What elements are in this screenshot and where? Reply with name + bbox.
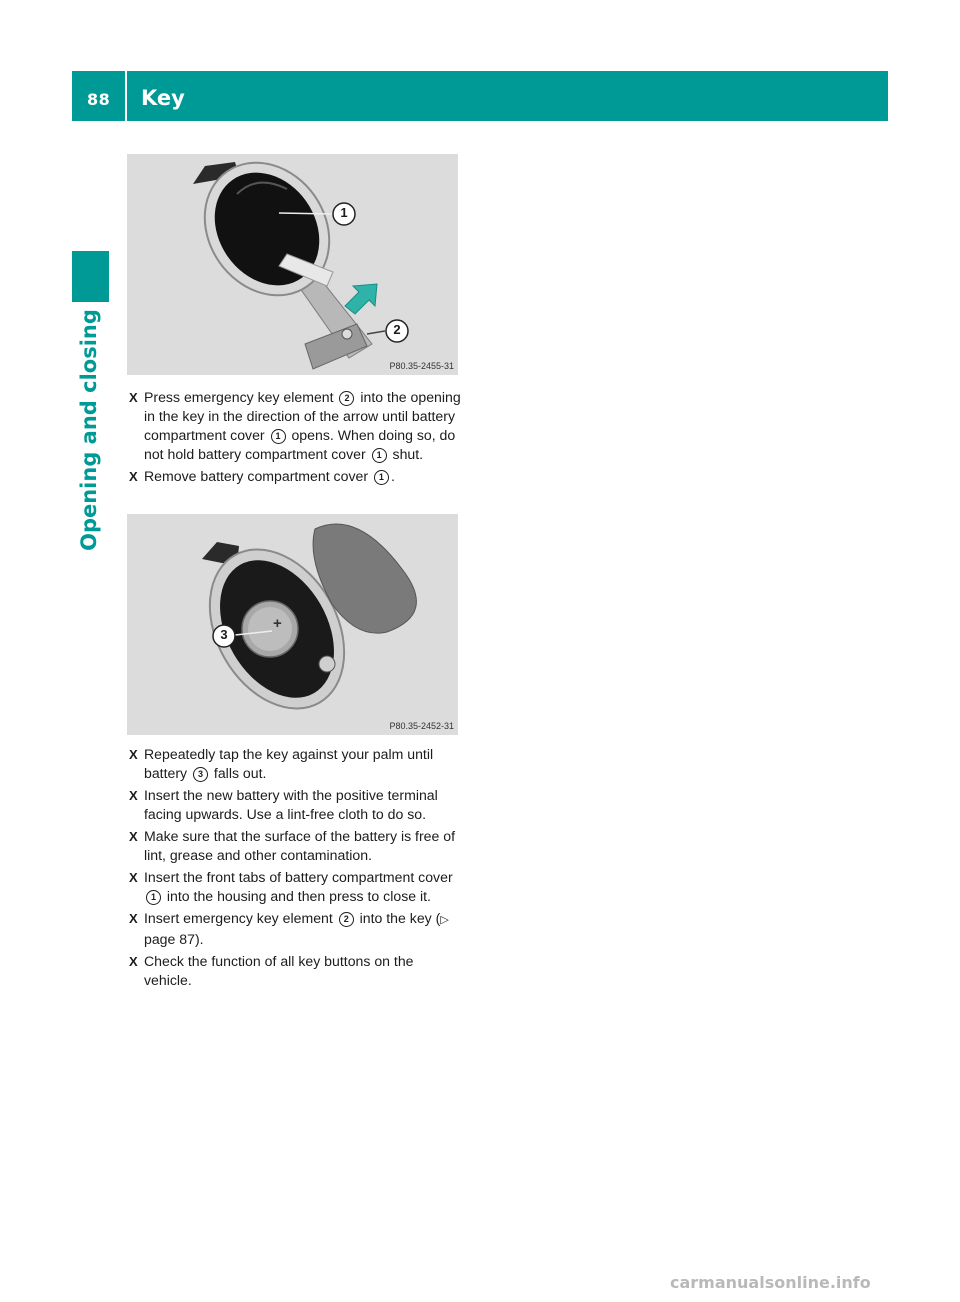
callout-ref: 2 bbox=[339, 912, 354, 927]
instructions-block-1 bbox=[129, 388, 464, 489]
list-item: X Make sure that the surface of the battery is free of lint, grease and other contamination. bbox=[129, 828, 456, 863]
list-item: X Insert the new battery with the positive terminal facing upwards. Use a lint-free cloth to do so. bbox=[129, 787, 438, 822]
list-item: X Insert the front tabs of battery compartment cover 1 into the housing and then press to close it. bbox=[129, 869, 453, 904]
list-item: X Press emergency key element 2 into the opening in the key in the direction of the arrow until battery compartment cover 1 opens. When doing so, do not hold battery compartment cover 1 shut. bbox=[129, 389, 461, 462]
page-reference-link[interactable]: page 87). bbox=[144, 931, 204, 947]
figure-battery-compartment bbox=[127, 514, 458, 735]
page-reference-arrow-icon[interactable]: ▷ bbox=[440, 914, 449, 926]
callout-3: 3 bbox=[220, 627, 228, 642]
callout-ref: 1 bbox=[374, 470, 389, 485]
instructions-block-2 bbox=[129, 745, 464, 993]
header-bar bbox=[72, 71, 888, 121]
callout-ref: 3 bbox=[193, 767, 208, 782]
step-marker-icon: X bbox=[129, 911, 138, 926]
step-marker-icon: X bbox=[129, 870, 138, 885]
section-label: Opening and closing bbox=[77, 309, 101, 551]
callout-ref: 1 bbox=[146, 890, 161, 905]
step-marker-icon: X bbox=[129, 788, 138, 803]
step-marker-icon: X bbox=[129, 390, 138, 405]
figure-code: P80.35-2452-31 bbox=[389, 721, 454, 731]
callout-ref: 1 bbox=[372, 448, 387, 463]
step-marker-icon: X bbox=[129, 954, 138, 969]
figure-key-emergency-insert bbox=[127, 154, 458, 375]
callout-ref: 2 bbox=[339, 391, 354, 406]
page-number: 88 bbox=[87, 90, 111, 109]
header-divider bbox=[125, 71, 127, 121]
list-item: X Remove battery compartment cover 1 . bbox=[129, 468, 395, 484]
battery-plus-mark: + bbox=[273, 615, 282, 632]
callout-1: 1 bbox=[340, 205, 348, 220]
list-item: X Insert emergency key element 2 into the key (▷ page 87). bbox=[129, 910, 449, 947]
step-marker-icon: X bbox=[129, 829, 138, 844]
page-title: Key bbox=[141, 86, 185, 110]
list-item: X Check the function of all key buttons on the vehicle. bbox=[129, 953, 414, 988]
figure-code: P80.35-2455-31 bbox=[389, 361, 454, 371]
callout-ref: 1 bbox=[271, 429, 286, 444]
list-item: X Repeatedly tap the key against your palm until battery 3 falls out. bbox=[129, 746, 434, 781]
footer-watermark: carmanualsonline.info bbox=[670, 1273, 871, 1292]
callout-2: 2 bbox=[393, 322, 401, 337]
section-tab-marker bbox=[72, 251, 109, 302]
step-marker-icon: X bbox=[129, 747, 138, 762]
step-marker-icon: X bbox=[129, 469, 138, 484]
